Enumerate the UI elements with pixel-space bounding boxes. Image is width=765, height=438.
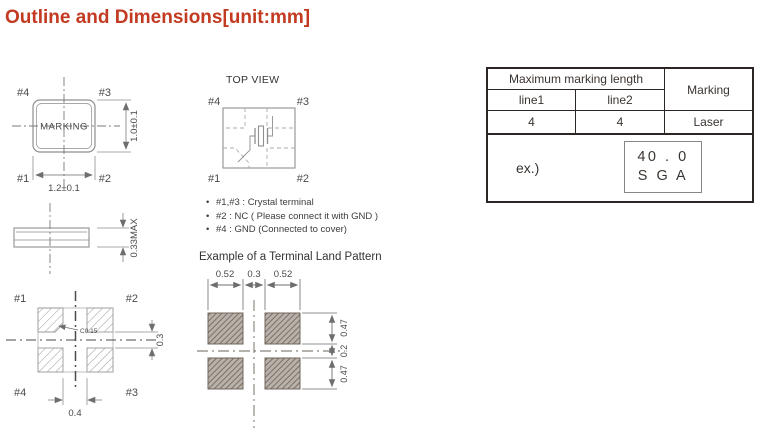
- extension-lines: [97, 228, 129, 247]
- thickness-dim-text: 0.33MAX: [129, 218, 140, 258]
- top-view-drawing: [195, 70, 335, 200]
- lid-seam-lines: [14, 232, 89, 240]
- land-pad-tr: [265, 313, 300, 344]
- terminal-notes: [206, 196, 378, 237]
- line1-header: line1: [488, 90, 576, 111]
- body-outline: [14, 228, 89, 247]
- land-pad-tl: [208, 313, 243, 344]
- bottom-view-drawing: [0, 283, 195, 438]
- marking-header: Marking: [665, 69, 752, 111]
- pad1-chamfered: [38, 308, 63, 332]
- vertical-gap-dim-text: 0.3: [155, 333, 165, 347]
- pin4-label: #4: [17, 87, 30, 99]
- lead-to-terminal1: [238, 136, 255, 162]
- pin2-label: #2: [98, 173, 111, 185]
- bullet-icon: •: [206, 210, 210, 222]
- pin3-label: #3: [125, 387, 138, 399]
- right-dim-top: 0.47: [339, 319, 349, 337]
- land-pad-br: [265, 358, 300, 389]
- note-text: #1,#3 : Crystal terminal: [216, 197, 314, 208]
- land-pattern-drawing: [195, 266, 360, 438]
- pin3-label: #3: [98, 87, 111, 99]
- line1-value: 4: [488, 111, 576, 135]
- width-dim-text: 1.2±0.1: [48, 183, 80, 194]
- top-dim-right: 0.52: [273, 269, 293, 280]
- marking-table: [486, 67, 754, 203]
- line2-header: line2: [576, 90, 665, 111]
- extension-lines-bottom: [63, 378, 87, 405]
- pin4-label: #4: [14, 387, 27, 399]
- center-crosshair: [6, 291, 160, 391]
- pad3: [87, 348, 113, 372]
- page-title: Outline and Dimensions[unit:mm]: [5, 7, 311, 28]
- pin1-label: #1: [14, 293, 27, 305]
- marking-method-value: Laser: [665, 111, 752, 135]
- plan-view-drawing: [0, 74, 185, 206]
- pin2-label: #2: [296, 173, 309, 185]
- pin4-label: #4: [208, 96, 221, 108]
- pad4: [38, 348, 63, 372]
- max-marking-length-header: Maximum marking length: [488, 69, 665, 90]
- example-label: ex.): [516, 160, 540, 176]
- extension-lines: [33, 100, 131, 180]
- top-dim-left: 0.52: [215, 269, 235, 280]
- bullet-icon: •: [206, 224, 210, 235]
- note-text: #2 : NC ( Please connect it with GND ): [216, 210, 379, 222]
- top-view-title: TOP VIEW: [226, 74, 280, 86]
- chamfer-label: C0.15: [80, 328, 98, 335]
- pin1-label: #1: [208, 173, 221, 185]
- pin2-label: #2: [125, 293, 138, 305]
- right-dim-bottom: 0.47: [339, 365, 349, 383]
- marking-text: MARKING: [40, 121, 88, 133]
- side-view-drawing: [0, 198, 190, 290]
- marking-example-row: [488, 135, 752, 201]
- note-crystal-terminal: [206, 196, 378, 210]
- marking-example-line2: S G A: [637, 168, 689, 184]
- pin3-label: #3: [296, 96, 309, 108]
- top-dim-center: 0.3: [247, 269, 261, 280]
- note-nc-terminal: [206, 210, 378, 224]
- note-text: #4 : GND (Connected to cover): [216, 224, 347, 235]
- line2-value: 4: [576, 111, 665, 135]
- land-pattern-title: Example of a Terminal Land Pattern: [199, 251, 382, 263]
- pin1-label: #1: [17, 173, 30, 185]
- marking-example-box: [624, 141, 702, 193]
- lead-to-terminal3: [268, 116, 273, 136]
- land-pad-bl: [208, 358, 243, 389]
- right-dim-middle: 0.2: [339, 344, 349, 358]
- marking-example-line1: 40 . 0: [637, 149, 689, 165]
- horizontal-gap-dim-text: 0.4: [68, 408, 82, 419]
- height-dim-text: 1.0±0.1: [129, 110, 140, 142]
- bullet-icon: •: [206, 197, 210, 208]
- note-gnd-terminal: [206, 223, 378, 237]
